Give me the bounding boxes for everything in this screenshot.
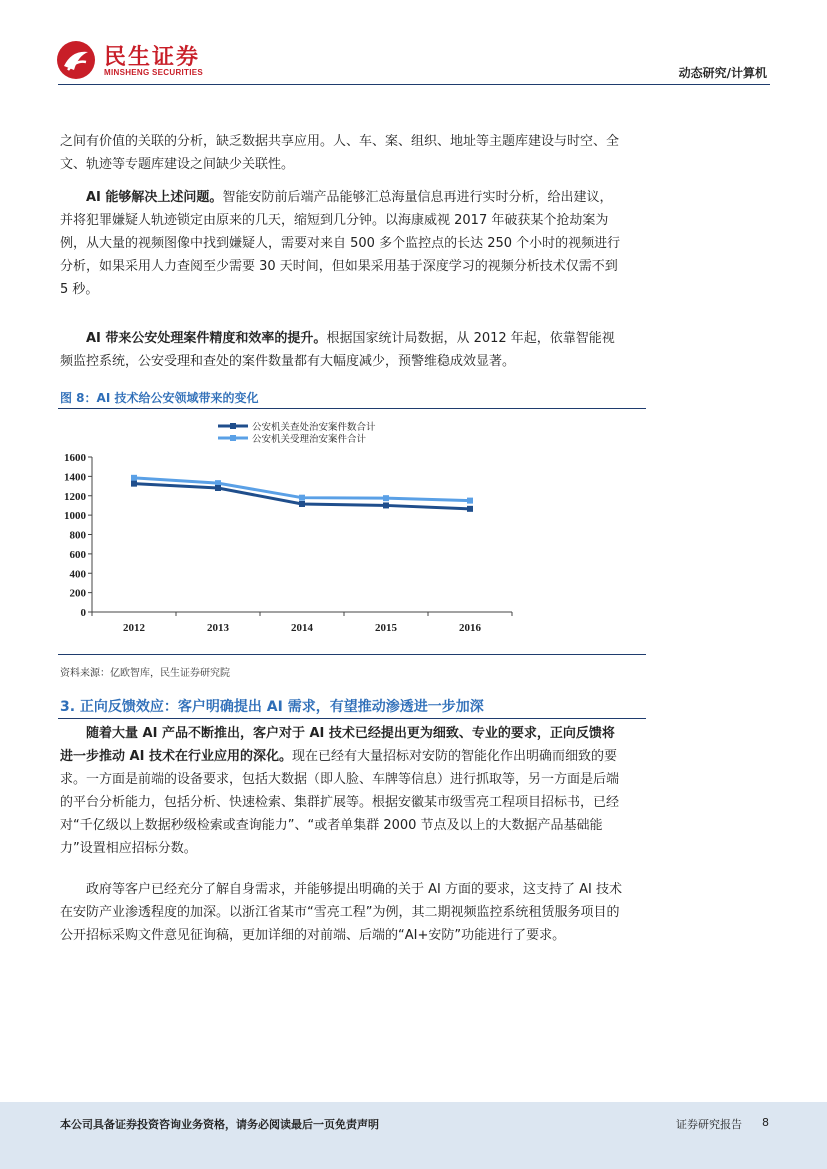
legend-label: 公安机关查处治安案件数合计 [252, 422, 376, 433]
legend-label: 公安机关受理治安案件合计 [252, 434, 367, 445]
legend-swatch-marker [230, 435, 236, 441]
paragraph-3 [60, 327, 622, 373]
figure-bottom-rule [58, 654, 646, 655]
paragraph-4 [60, 722, 622, 860]
y-tick-label: 600 [69, 548, 86, 561]
paragraph-2-lead: AI 能够解决上述问题。 [86, 190, 223, 205]
section-heading: 3. 正向反馈效应：客户明确提出 AI 需求，有望推动渗透进一步加深 [60, 699, 484, 715]
x-tick-label: 2014 [291, 622, 313, 634]
section-divider [58, 718, 646, 719]
logo-text-en: MINSHENG SECURITIES [104, 68, 204, 77]
y-tick-label: 1600 [64, 452, 86, 464]
paragraph-2-body: 智能安防前后端产品能够汇总海量信息再进行实时分析，给出建议，并将犯罪嫌疑人轨迹锁定由原来的几天，缩短到几分钟。以海康威视 2017 年破获某个抢劫案为例，从大量的视频图像中找到嫌疑人，需要对来自 500 多个监控点的长达 250 个小时的视频进行分析，如果采用人力查阅至少需要 30 天时间，但如果采用基于深度学习的视频分析技术仅需不到 5 秒。 [60, 190, 621, 297]
page-footer [0, 1102, 827, 1169]
page-number: 8 [762, 1116, 769, 1129]
data-point [131, 475, 137, 481]
data-point [467, 506, 473, 512]
y-tick-label: 1400 [64, 471, 86, 484]
chart-series [131, 475, 473, 512]
paragraph-3-body: 根据国家统计局数据，从 2012 年起，依靠智能视频监控系统，公安受理和查处的案件数量都有大幅度减少，预警维稳成效显著。 [60, 331, 615, 369]
data-point [383, 495, 389, 501]
figure-top-rule [58, 408, 646, 409]
data-point [383, 502, 389, 508]
y-tick-label: 200 [69, 587, 86, 600]
police-cases-line-chart [58, 412, 618, 652]
x-tick-label: 2016 [459, 622, 481, 634]
data-point [299, 495, 305, 501]
logo-text-cn: 民生证券 [104, 45, 201, 70]
y-tick-label: 1000 [64, 510, 86, 523]
x-tick-label: 2015 [375, 622, 397, 634]
footer-label: 证券研究报告 [676, 1118, 742, 1131]
page-header [0, 0, 827, 90]
minsheng-logo-icon [56, 40, 96, 80]
paragraph-5: 政府等客户已经充分了解自身需求，并能够提出明确的关于 AI 方面的要求，这支持了 AI 技术在安防产业渗透程度的加深。以浙江省某市“雪亮工程”为例，其二期视频监控系统租赁服务项目的公开招标采购文件意见征询稿，更加详细的对前端、后端的“AI+安防”功能进行了要求。 [60, 882, 622, 943]
y-tick-label: 400 [69, 568, 86, 581]
data-point [131, 481, 137, 487]
data-point [467, 498, 473, 504]
y-tick-label: 800 [69, 529, 86, 542]
paragraph-2 [60, 186, 622, 301]
footer-disclaimer: 本公司具备证券投资咨询业务资格，请务必阅读最后一页免责声明 [60, 1118, 379, 1131]
legend-swatch-marker [230, 423, 236, 429]
y-tick-label: 1200 [64, 490, 86, 503]
header-divider [58, 84, 770, 85]
chart-legend [218, 421, 376, 445]
y-tick-label: 0 [80, 607, 86, 619]
data-point [299, 501, 305, 507]
paragraph-4-body: 现在已经有大量招标对安防的智能化作出明确而细致的要求。一方面是前端的设备要求，包括大数据（即人脸、车牌等信息）进行抓取等，另一方面是后端的平台分析能力，包括分析、快速检索、集群扩展等。根据安徽某市级雪亮工程项目招标书，已经对“千亿级以上数据秒级检索或查询能力”、“或者单集群 2000 节点及以上的大数据产品基础能力”设置相应招标分数。 [60, 749, 620, 856]
report-section-title: 动态研究/计算机 [678, 66, 767, 80]
figure-source: 资料来源：亿欧智库，民生证券研究院 [60, 668, 230, 679]
x-tick-label: 2012 [123, 622, 145, 634]
data-point [215, 485, 221, 491]
figure-title: 图 8：AI 技术给公安领域带来的变化 [60, 391, 259, 405]
paragraph-1: 之间有价值的关联的分析，缺乏数据共享应用。人、车、案、组织、地址等主题库建设与时空、全文、轨迹等专题库建设之间缺少关联性。 [60, 134, 620, 172]
x-tick-label: 2013 [207, 622, 229, 634]
paragraph-3-lead: AI 带来公安处理案件精度和效率的提升。 [86, 331, 327, 346]
paragraph-4-lead: 随着大量 AI 产品不断推出，客户对于 AI 技术已经提出更为细致、专业的要求，正向反馈将进一步推动 AI 技术在行业应用的深化。 [60, 726, 615, 764]
